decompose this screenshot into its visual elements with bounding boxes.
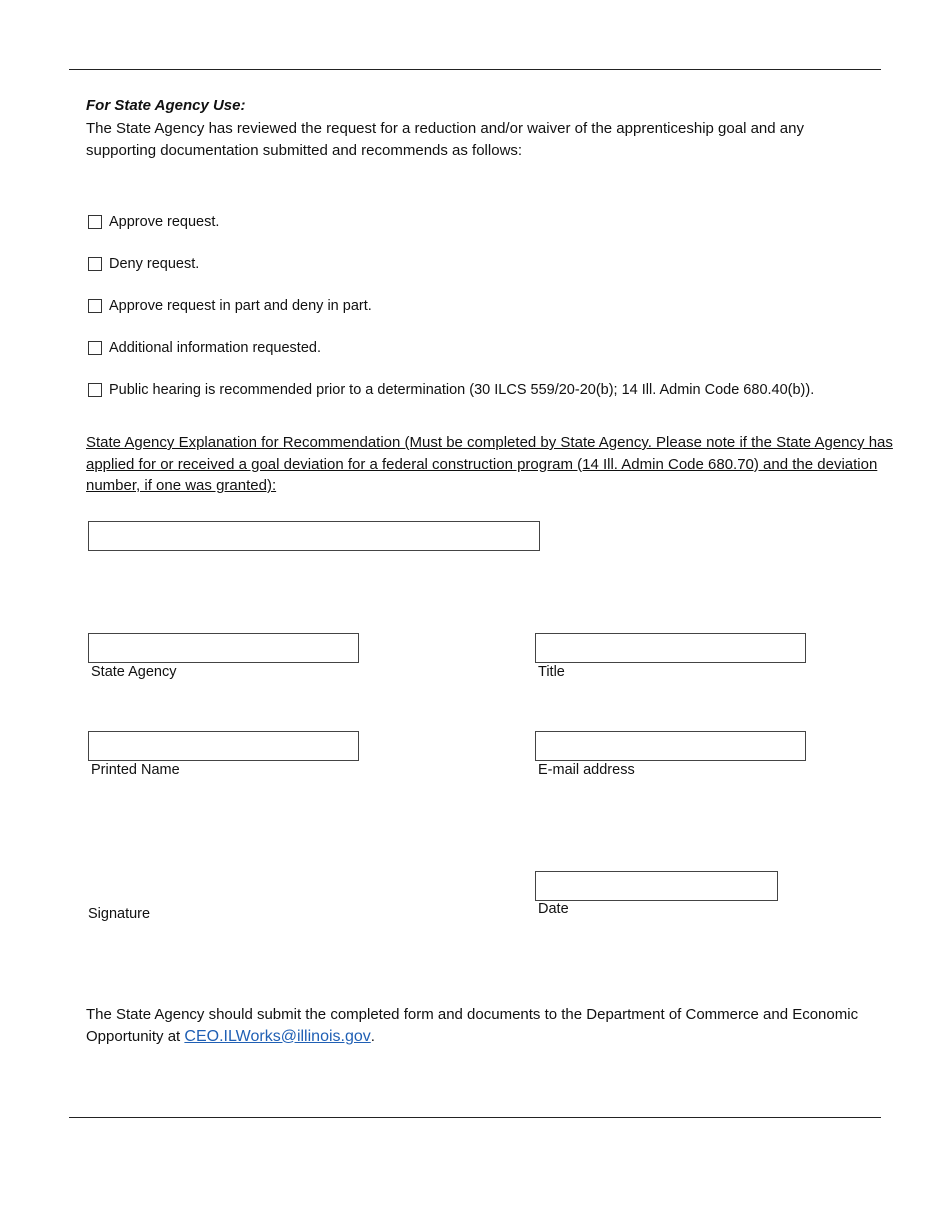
deny-checkbox[interactable] — [88, 257, 102, 271]
option-label: Approve request in part and deny in part. — [109, 298, 372, 314]
printed-name-field[interactable] — [88, 731, 359, 761]
title-label: Title — [538, 664, 565, 680]
option-label: Approve request. — [109, 214, 220, 230]
bottom-divider — [69, 1117, 881, 1118]
explanation-label: State Agency Explanation for Recommendation (Must be completed by State Agency. Please note if the State Agency has applied for or received a goal deviation for a federal construction program (14 Ill. Admin Code 680.70) and the deviation number, if one was granted): — [86, 434, 893, 494]
signature-label: Signature — [88, 906, 151, 922]
option-label: Additional information requested. — [109, 340, 321, 356]
explanation-field[interactable] — [88, 521, 540, 551]
title-field[interactable] — [535, 633, 806, 663]
approve-checkbox[interactable] — [88, 215, 102, 229]
top-divider — [69, 69, 881, 70]
option-label: Deny request. — [109, 256, 200, 272]
option-public-hearing[interactable] — [88, 381, 814, 399]
option-label: Public hearing is recommended prior to a determination (30 ILCS 559/20-20(b); 14 Ill. Admin Code 680.40(b)). — [109, 382, 815, 398]
footer-end: . — [370, 1027, 375, 1045]
public-hearing-checkbox[interactable] — [88, 383, 102, 397]
partial-checkbox[interactable] — [88, 299, 102, 313]
state-agency-label: State Agency — [91, 664, 177, 680]
option-additional-info[interactable] — [88, 339, 321, 357]
date-field[interactable] — [535, 871, 778, 901]
date-label: Date — [538, 901, 569, 917]
section-heading: For State Agency Use: — [86, 97, 246, 114]
printed-name-label: Printed Name — [91, 762, 180, 778]
state-agency-field[interactable] — [88, 633, 359, 663]
intro-text: The State Agency has reviewed the request for a reduction and/or waiver of the apprenticeship goal and any supporting documentation submitted and recommends as follows: — [86, 120, 804, 159]
email-field[interactable] — [535, 731, 806, 761]
option-partial[interactable] — [88, 297, 372, 315]
additional-info-checkbox[interactable] — [88, 341, 102, 355]
option-deny[interactable] — [88, 255, 199, 273]
submission-instructions — [86, 1004, 876, 1047]
email-label: E-mail address — [538, 762, 635, 778]
option-approve[interactable] — [88, 213, 219, 231]
footer-text: The State Agency should submit the completed form and documents to the Department of Commerce and Economic Opportunity at — [86, 1006, 859, 1045]
email-link[interactable]: CEO.ILWorks@illinois.gov — [184, 1027, 371, 1045]
